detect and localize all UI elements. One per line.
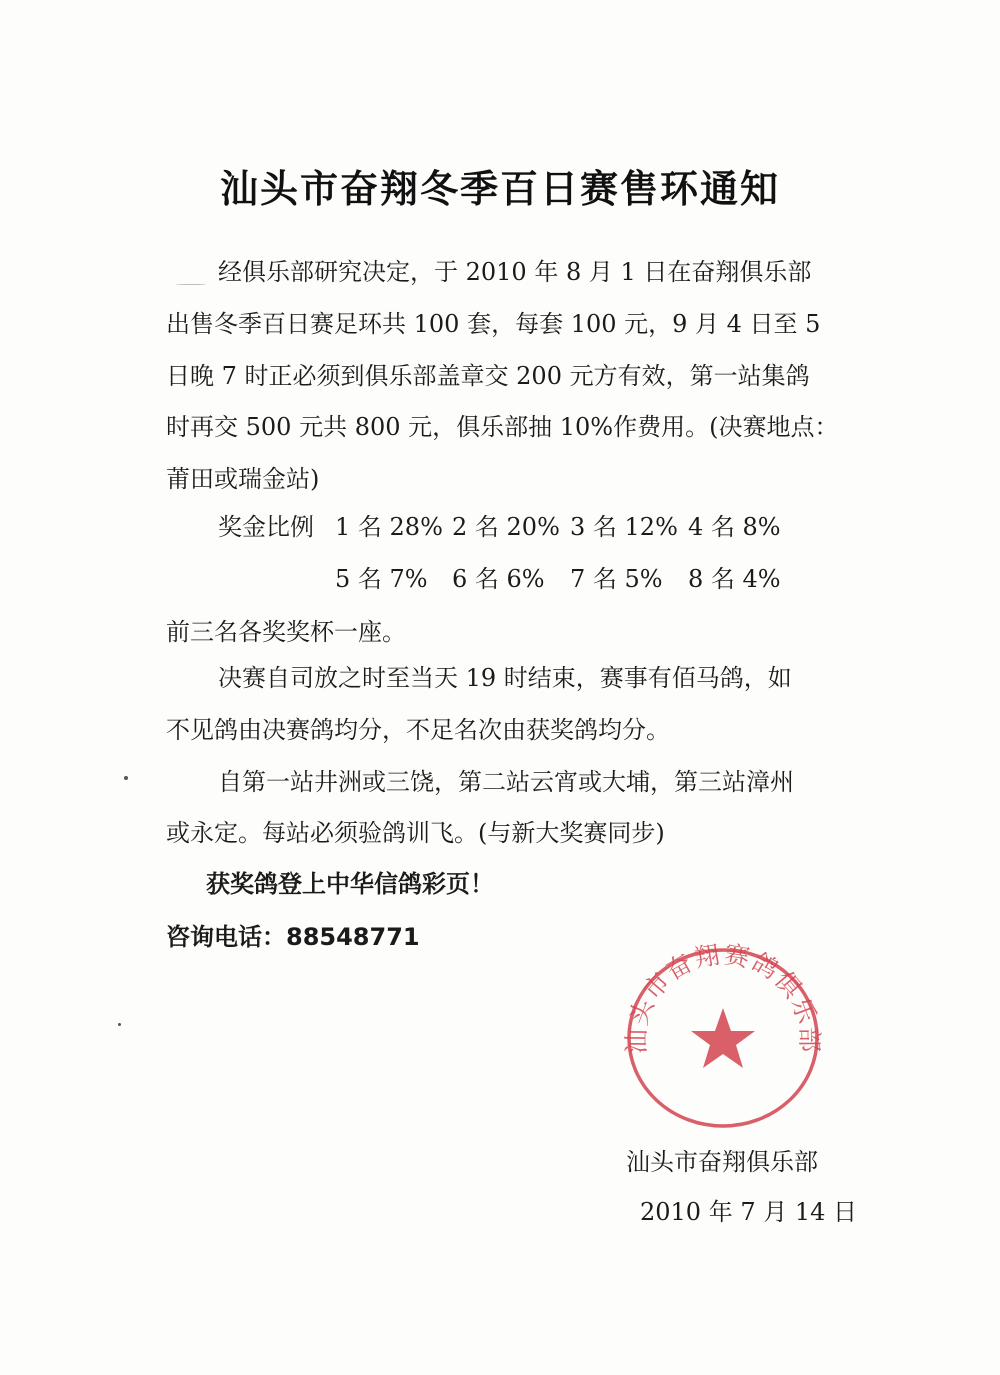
paragraph-line: 或永定。每站必须验鸽训飞。(与新大奖赛同步) xyxy=(166,819,665,847)
club-seal-stamp xyxy=(618,940,828,1140)
prize-ratio-label: 奖金比例 xyxy=(218,513,314,541)
notice-title: 汕头市奋翔冬季百日赛售环通知 xyxy=(219,167,780,211)
prize-item: 5 名 7% xyxy=(335,565,428,593)
trophy-line: 前三名各奖奖杯一座。 xyxy=(166,618,406,646)
prize-item: 6 名 6% xyxy=(452,565,545,593)
paragraph-line: 莆田或瑞金站) xyxy=(166,465,320,493)
prize-item: 8 名 4% xyxy=(688,565,781,593)
paragraph-line: 日晚 7 时正必须到俱乐部盖章交 200 元方有效，第一站集鸽 xyxy=(166,362,810,390)
scan-speck xyxy=(124,776,128,780)
paragraph-line: 自第一站井洲或三饶，第二站云宵或大埔，第三站漳州 xyxy=(218,768,794,796)
paragraph-line: 不见鸽由决赛鸽均分，不足名次由获奖鸽均分。 xyxy=(166,716,670,744)
prize-item: 1 名 28% xyxy=(335,513,443,541)
svg-text:汕头市奋翔赛鸽俱乐部: 汕头市奋翔赛鸽俱乐部 xyxy=(621,940,825,1055)
prize-item: 7 名 5% xyxy=(570,565,663,593)
scan-speck xyxy=(118,1023,121,1026)
prize-item: 3 名 12% xyxy=(570,513,678,541)
signature-date: 2010 年 7 月 14 日 xyxy=(640,1198,858,1226)
signature-organization: 汕头市奋翔俱乐部 xyxy=(626,1148,818,1176)
contact-line: 咨询电话：88548771 xyxy=(166,923,420,951)
prize-item: 2 名 20% xyxy=(452,513,560,541)
prize-item: 4 名 8% xyxy=(688,513,781,541)
paragraph-line: 经俱乐部研究决定，于 2010 年 8 月 1 日在奋翔俱乐部 xyxy=(218,258,812,286)
paragraph-line: 决赛自司放之时至当天 19 时结束，赛事有佰马鸽，如 xyxy=(218,664,792,692)
paragraph-line: 出售冬季百日赛足环共 100 套，每套 100 元，9 月 4 日至 5 xyxy=(166,310,821,338)
paragraph-line: 时再交 500 元共 800 元，俱乐部抽 10%作费用。(决赛地点： xyxy=(166,413,839,441)
scan-speck xyxy=(176,284,206,285)
highlight-line: 获奖鸽登上中华信鸽彩页！ xyxy=(206,870,494,898)
